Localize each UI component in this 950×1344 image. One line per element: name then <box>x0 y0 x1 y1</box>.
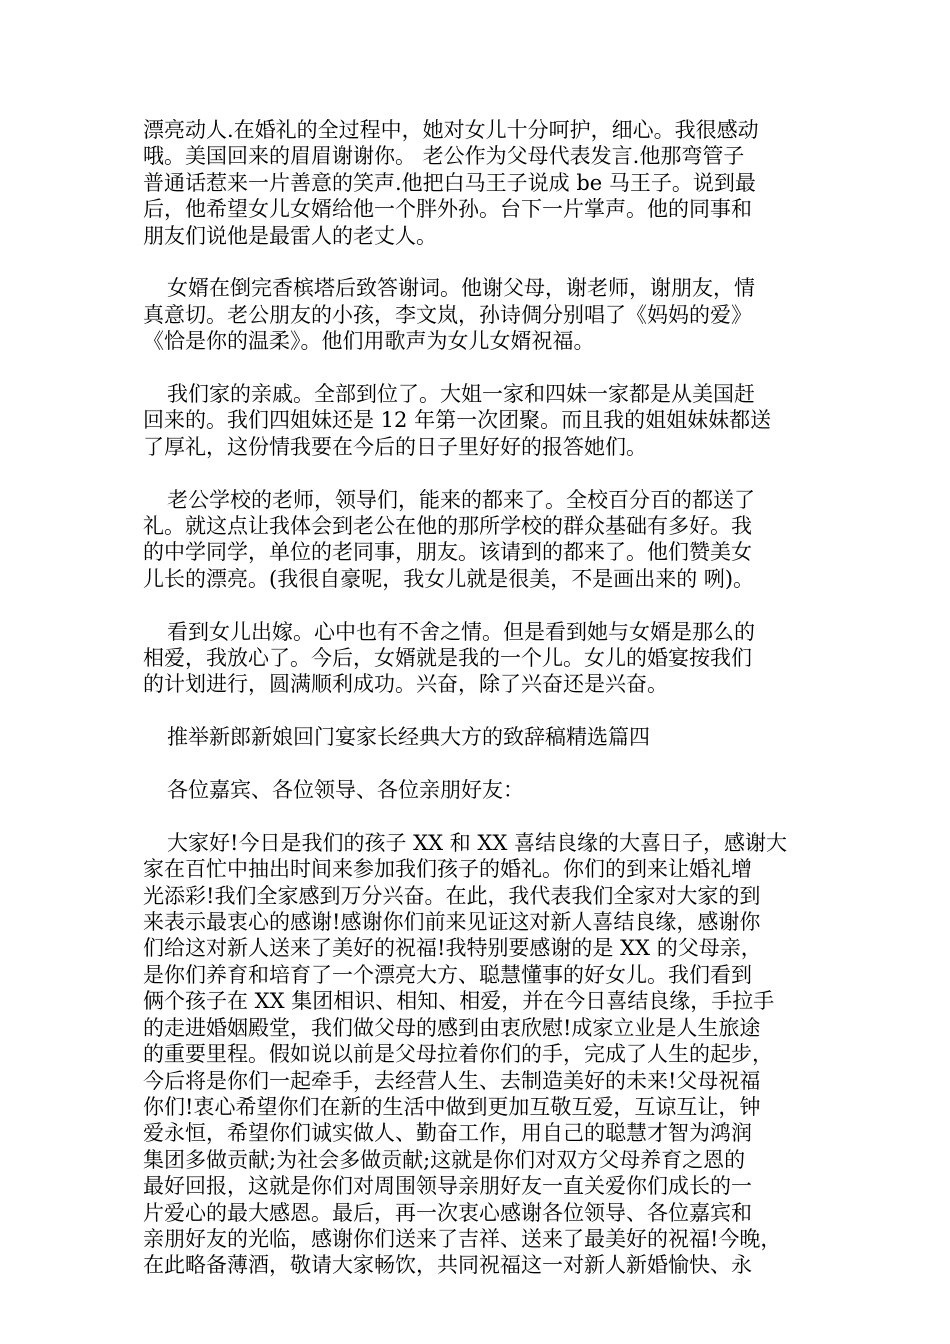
text-line: 看到女儿出嫁。心中也有不舍之情。但是看到她与女婿是那么的 <box>167 619 755 644</box>
text-line: 推举新郎新娘回门宴家长经典大方的致辞稿精选篇四 <box>167 725 650 750</box>
text-line: 儿长的漂亮。(我很自豪呢，我女儿就是很美，不是画出来的 咧)。 <box>143 566 755 591</box>
text-line: 漂亮动人.在婚礼的全过程中，她对女儿十分呵护，细心。我很感动 <box>143 118 759 142</box>
text-line: 大家好!今日是我们的孩子 XX 和 XX 喜结良缘的大喜日子，感谢大 <box>167 830 787 855</box>
text-line: 爱永恒，希望你们诚实做人、勤奋工作，用自己的聪慧才智为鸿润 <box>143 1121 752 1146</box>
text-line: 亲朋好友的光临，感谢你们送来了吉祥、送来了最美好的祝福!今晚， <box>143 1226 782 1251</box>
text-line: 的中学同学，单位的老同事，朋友。该请到的都来了。他们赞美女 <box>143 540 752 565</box>
paragraph-p8 <box>143 830 823 1279</box>
text-line: 女婿在倒完香槟塔后致答谢词。他谢父母，谢老师，谢朋友，情 <box>167 276 755 301</box>
text-line: 的计划进行，圆满顺利成功。兴奋，除了兴奋还是兴奋。 <box>143 672 668 697</box>
text-line: 来表示最衷心的感谢!感谢你们前来见证这对新人喜结良缘，感谢你 <box>143 910 761 935</box>
paragraph-p6 <box>143 724 823 750</box>
text-line: 真意切。老公朋友的小孩，李文岚，孙诗倜分别唱了《妈妈的爱》 <box>143 302 752 327</box>
document-body <box>143 117 823 1305</box>
text-line: 普通话惹来一片善意的笑声.他把白马王子说成 be 马王子。说到最 <box>143 170 756 195</box>
text-line: 今后将是你们一起牵手，去经营人生、去制造美好的未来!父母祝福 <box>143 1068 761 1093</box>
text-line: 在此略备薄酒，敬请大家畅饮，共同祝福这一对新人新婚愉快、永 <box>143 1253 752 1278</box>
text-line: 片爱心的最大感恩。最后，再一次衷心感谢各位领导、各位嘉宾和 <box>143 1200 752 1225</box>
text-line: 后，他希望女儿女婿给他一个胖外孙。台下一片掌声。他的同事和 <box>143 197 752 222</box>
text-line: 相爱，我放心了。今后，女婿就是我的一个儿。女儿的婚宴按我们 <box>143 646 752 671</box>
paragraph-p1 <box>143 117 823 249</box>
text-line: 是你们养育和培育了一个漂亮大方、聪慧懂事的好女儿。我们看到 <box>143 962 752 987</box>
text-line: 的走进婚姻殿堂，我们做父母的感到由衷欣慰!成家立业是人生旅途 <box>143 1015 761 1040</box>
text-line: 各位嘉宾、各位领导、各位亲朋好友： <box>167 778 524 803</box>
text-line: 光添彩!我们全家感到万分兴奋。在此，我代表我们全家对大家的到 <box>143 883 761 908</box>
paragraph-p3 <box>143 381 823 460</box>
text-line: 的重要里程。假如说以前是父母拉着你们的手，完成了人生的起步， <box>143 1042 773 1067</box>
text-line: 最好回报，这就是你们对周围领导亲朋好友一直关爱你们成长的一 <box>143 1174 752 1199</box>
text-line: 你们!衷心希望你们在新的生活中做到更加互敬互爱，互谅互让，钟 <box>143 1094 761 1119</box>
paragraph-p2 <box>143 275 823 354</box>
text-line: 了厚礼，这份情我要在今后的日子里好好的报答她们。 <box>143 434 647 459</box>
text-line: 朋友们说他是最雷人的老丈人。 <box>143 223 437 248</box>
text-line: 回来的。我们四姐妹还是 12 年第一次团聚。而且我的姐姐妹妹都送 <box>143 408 772 433</box>
paragraph-p4 <box>143 487 823 593</box>
text-line: 老公学校的老师，领导们，能来的都来了。全校百分百的都送了 <box>167 487 755 512</box>
text-line: 礼。就这点让我体会到老公在他的那所学校的群众基础有多好。我 <box>143 514 752 539</box>
text-line: 俩个孩子在 XX 集团相识、相知、相爱，并在今日喜结良缘，手拉手 <box>143 989 775 1014</box>
text-line: 集团多做贡献;为社会多做贡献;这就是你们对双方父母养育之恩的 <box>143 1147 746 1172</box>
text-line: 们给这对新人送来了美好的祝福!我特别要感谢的是 XX 的父母亲， <box>143 936 762 961</box>
paragraph-p5 <box>143 619 823 698</box>
paragraph-p7 <box>143 777 823 803</box>
text-line: 哦。美国回来的眉眉谢谢你。 老公作为父母代表发言.他那弯管子 <box>143 144 745 169</box>
text-line: 我们家的亲戚。全部到位了。大姐一家和四妹一家都是从美国赶 <box>167 382 755 407</box>
text-line: 《恰是你的温柔》。他们用歌声为女儿女婿祝福。 <box>143 329 595 354</box>
text-line: 家在百忙中抽出时间来参加我们孩子的婚礼。你们的到来让婚礼增 <box>143 857 752 882</box>
